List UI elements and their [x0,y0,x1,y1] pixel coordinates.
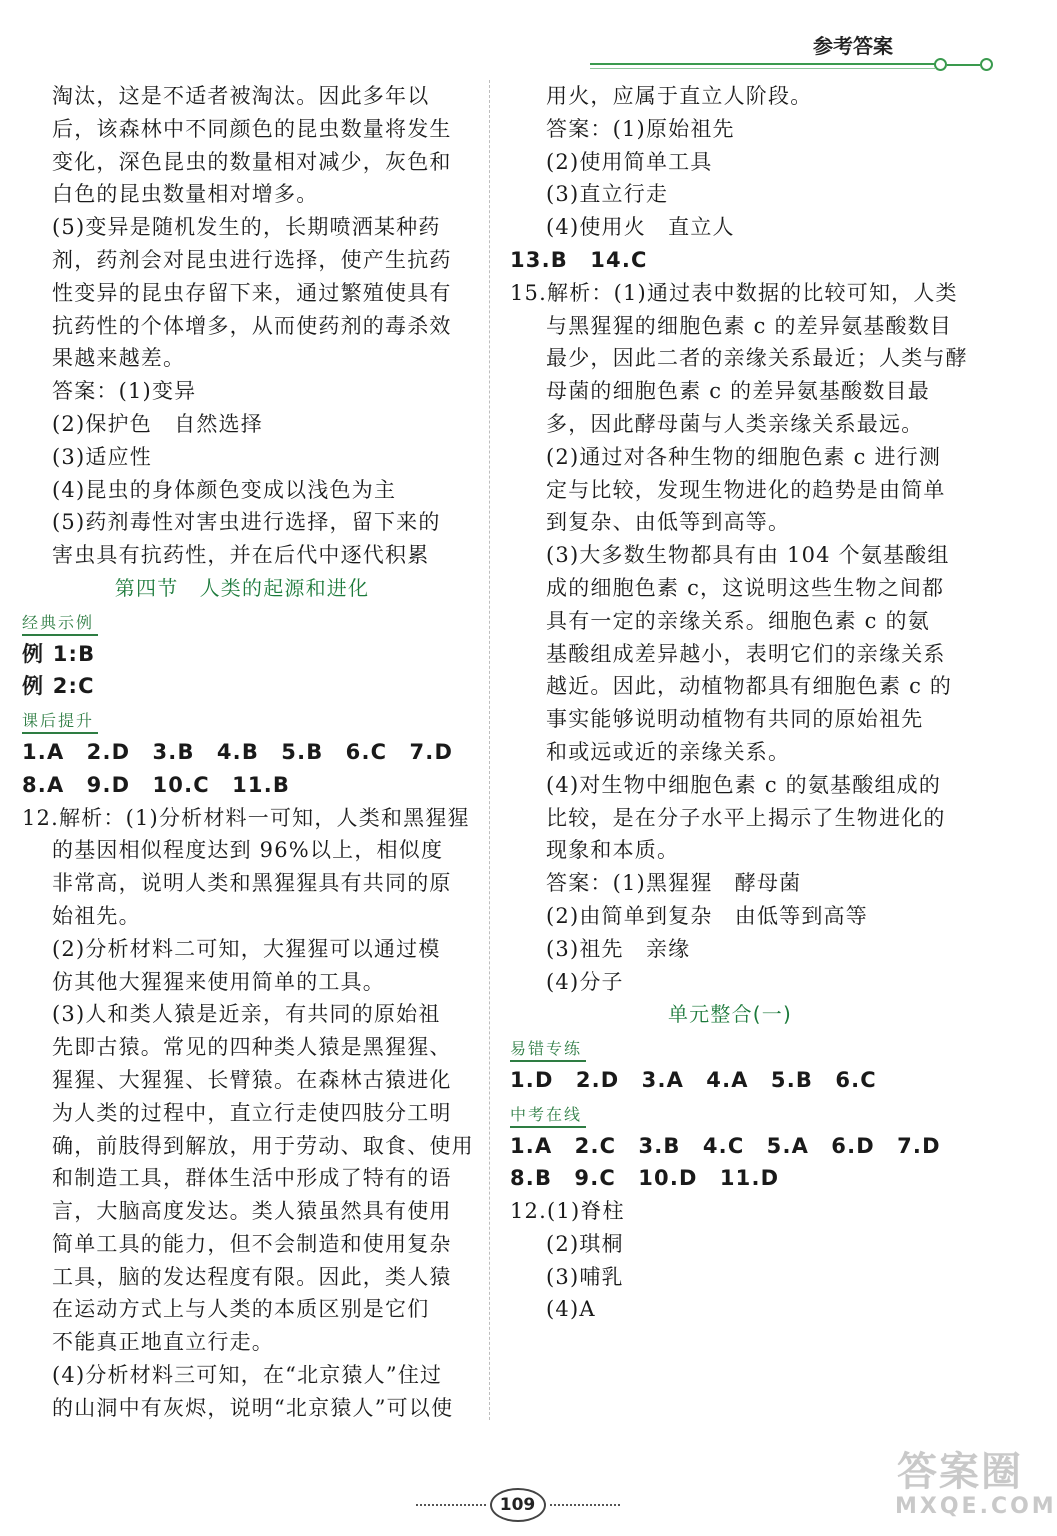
text-line: (2)使用简单工具 [546,149,713,174]
text-line: 最少，因此二者的亲缘关系最近；人类与酵 [546,346,968,371]
text-line: 答案：(1)原始祖先 [546,116,735,141]
text-line: (2)保护色 自然选择 [52,411,263,436]
text-line: 为人类的过程中，直立行走使四肢分工明 [52,1100,452,1125]
text-line: 始祖先。 [52,903,141,928]
text-line: 比较，是在分子水平上揭示了生物进化的 [546,805,946,830]
section-tag: 经典示例 [22,612,98,636]
text-line: 言，大脑高度发达。类人猿虽然具有使用 [52,1199,452,1224]
text-line: 在运动方式上与人类的本质区别是它们 [52,1297,430,1322]
text-line: (2)由简单到复杂 由低等到高等 [546,903,868,928]
footer-dots-left [416,1504,486,1506]
text-line: 答案：(1)变异 [52,379,197,404]
text-line: (3)直立行走 [546,182,669,207]
answer-line: 1.D 2.D 3.A 4.A 5.B 6.C [510,1067,877,1092]
header-circle-icon [934,58,947,71]
text-line: (3)人和类人猿是近亲，有共同的原始祖 [52,1002,441,1027]
page-footer [0,1488,1057,1522]
answer-line: 例 2:C [22,674,95,699]
answer-line: 1.A 2.C 3.B 4.C 5.A 6.D 7.D [510,1133,941,1158]
text-line: 果越来越差。 [52,346,186,371]
text-line: 猩猩、大猩猩、长臂猿。在森林古猿进化 [52,1067,452,1092]
text-line: 和或远或近的亲缘关系。 [546,739,791,764]
text-line: (2)琪桐 [546,1231,624,1256]
header-rule [590,63,935,65]
text-line: 具有一定的亲缘关系。细胞色素 c 的氨 [546,608,930,633]
text-line: 害虫具有抗药性，并在后代中逐代积累 [52,543,430,568]
watermark-top: 答案圈 [897,1449,1023,1495]
page-number: 109 [490,1488,546,1522]
section-title: 单元整合(一) [667,1002,792,1027]
text-line: 母菌的细胞色素 c 的差异氨基酸数目最 [546,379,930,404]
text-line: (2)分析材料二可知，大猩猩可以通过模 [52,936,441,961]
text-line: (4)A [546,1297,596,1322]
answer-line: 8.A 9.D 10.C 11.B [22,772,291,797]
section-tag-line [510,1031,950,1064]
section-tag-line [510,1097,950,1130]
page-header-label: 参考答案 [813,34,893,58]
text-line: 到复杂、由低等到高等。 [546,510,791,535]
section-tag-line [22,703,462,736]
header-rule-thin [590,68,935,69]
section-tag: 课后提升 [22,710,98,734]
text-line: (4)昆虫的身体颜色变成以浅色为主 [52,477,397,502]
footer-dots-right [550,1504,620,1506]
answer-line: 8.B 9.C 10.D 11.D [510,1166,780,1191]
header-circle-icon [980,58,993,71]
text-line: 确，前肢得到解放，用于劳动、取食、使用 [52,1133,474,1158]
text-line: 越近。因此，动植物都具有细胞色素 c 的 [546,674,953,699]
section-title: 第四节 人类的起源和进化 [114,575,370,600]
question-line: 12.(1)脊柱 [510,1199,625,1224]
text-line: 后，该森林中不同颜色的昆虫数量将发生 [52,116,452,141]
text-line: 仿其他大猩猩来使用简单的工具。 [52,969,385,994]
text-line: (4)分析材料三可知，在“北京猿人”住过 [52,1363,443,1388]
text-line: 白色的昆虫数量相对增多。 [52,182,319,207]
section-tag: 中考在线 [510,1104,586,1128]
text-line: (5)药剂毒性对害虫进行选择，留下来的 [52,510,441,535]
text-line: (5)变异是随机发生的，长期喷洒某种药 [52,215,441,240]
text-line: 多，因此酵母菌与人类亲缘关系最远。 [546,411,924,436]
text-line: 抗药性的个体增多，从而使药剂的毒杀效 [52,313,452,338]
text-line: 基酸组成差异越小，表明它们的亲缘关系 [546,641,946,666]
text-line: 性变异的昆虫存留下来，通过繁殖使具有 [52,280,452,305]
text-line: 淘汰，这是不适者被淘汰。因此多年以 [52,84,430,108]
text-line: 非常高，说明人类和黑猩猩具有共同的原 [52,871,452,896]
text-line: 定与比较，发现生物进化的趋势是由简单 [546,477,946,502]
text-line: 的基因相似程度达到 96%以上，相似度 [52,838,444,863]
left-column [22,80,474,1425]
text-line: 的山洞中有灰烬，说明“北京猿人”可以使 [52,1395,454,1420]
text-line: (4)对生物中细胞色素 c 的氨基酸组成的 [546,772,942,797]
text-line: (3)大多数生物都具有由 104 个氨基酸组 [546,543,950,568]
text-line: 答案：(1)黑猩猩 酵母菌 [546,871,802,896]
watermark-logo [895,1449,1057,1530]
text-line: 不能真正地直立行走。 [52,1330,274,1355]
section-tag: 易错专练 [510,1038,586,1062]
text-line: (2)通过对各种生物的细胞色素 c 进行测 [546,444,942,469]
text-line: (3)哺乳 [546,1264,624,1289]
text-line: (4)使用火 直立人 [546,215,735,240]
answer-line: 例 1:B [22,641,96,666]
answer-line: 1.A 2.D 3.B 4.B 5.B 6.C 7.D [22,739,454,764]
text-line: 成的细胞色素 c，这说明这些生物之间都 [546,575,945,600]
text-line: 工具，脑的发达程度有限。因此，类人猿 [52,1264,452,1289]
text-line: (3)适应性 [52,444,152,469]
text-line: 事实能够说明动植物有共同的原始祖先 [546,707,924,732]
text-line: (4)分子 [546,969,624,994]
text-line: 先即古猿。常见的四种类人猿是黑猩猩、 [52,1035,452,1060]
text-line: 用火，应属于直立人阶段。 [546,84,813,108]
watermark-bottom: MXQE.COM [895,1494,1057,1519]
header-connector [947,64,980,66]
right-column [510,80,968,1326]
text-line: 剂，药剂会对昆虫进行选择，使产生抗药 [52,247,452,272]
text-line: (3)祖先 亲缘 [546,936,691,961]
text-line: 简单工具的能力，但不会制造和使用复杂 [52,1231,452,1256]
section-tag-line [22,605,462,638]
text-line: 变化，深色昆虫的数量相对减少，灰色和 [52,149,452,174]
text-line: 和制造工具，群体生活中形成了特有的语 [52,1166,452,1191]
text-line: 与黑猩猩的细胞色素 c 的差异氨基酸数目 [546,313,953,338]
text-line: 现象和本质。 [546,838,680,863]
question-line: 12.解析：(1)分析材料一可知，人类和黑猩猩 [22,805,470,830]
column-divider [489,80,490,1420]
question-line: 15.解析：(1)通过表中数据的比较可知，人类 [510,280,958,305]
answer-line: 13.B 14.C [510,247,648,272]
